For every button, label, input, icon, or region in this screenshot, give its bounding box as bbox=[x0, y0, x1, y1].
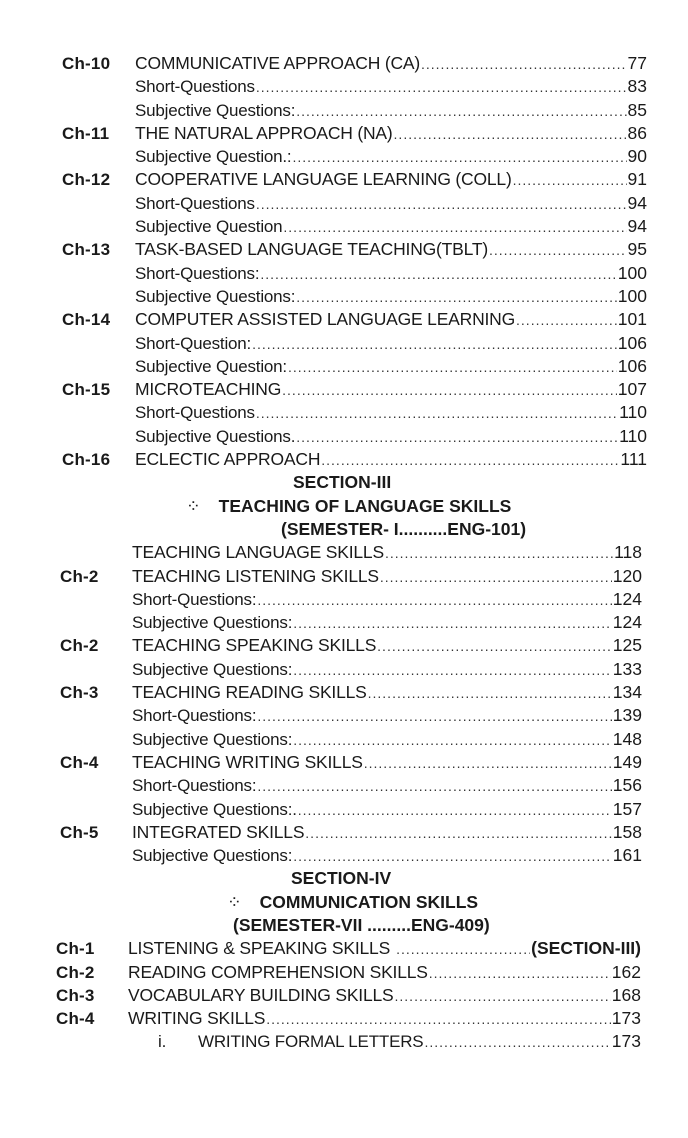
chapter-title: LISTENING & SPEAKING SKILLS bbox=[128, 938, 391, 959]
item-title: WRITING FORMAL LETTERS bbox=[198, 1032, 424, 1052]
toc-entry bbox=[135, 262, 647, 286]
toc-entry bbox=[132, 565, 642, 589]
item-title: Subjective Question: bbox=[135, 356, 287, 376]
item-title: Subjective Questions:. bbox=[132, 799, 297, 819]
toc-entry bbox=[132, 798, 642, 822]
dot-leader bbox=[266, 1008, 611, 1031]
dot-leader bbox=[516, 309, 617, 332]
chapter-title: COOPERATIVE LANGUAGE LEARNING (COLL) bbox=[135, 169, 512, 190]
toc-entry bbox=[132, 611, 642, 635]
page-number: 100 bbox=[617, 262, 647, 283]
dot-leader bbox=[292, 146, 626, 169]
toc-item-row bbox=[0, 798, 688, 821]
chapter-number: Ch-13 bbox=[62, 240, 111, 260]
toc-item-row bbox=[0, 75, 688, 98]
page-number: 106 bbox=[617, 332, 647, 353]
dot-leader bbox=[288, 356, 617, 379]
toc-entry bbox=[135, 215, 647, 239]
dot-leader bbox=[293, 659, 612, 682]
toc-item-row bbox=[0, 1030, 688, 1053]
dot-leader bbox=[380, 566, 612, 589]
section-heading: SECTION-III bbox=[293, 472, 392, 493]
section-course-row bbox=[0, 914, 688, 937]
page-number: 110 bbox=[619, 402, 647, 423]
chapter-number: Ch-15 bbox=[62, 380, 111, 400]
dot-leader bbox=[260, 263, 616, 286]
toc-chapter-row bbox=[0, 168, 688, 191]
item-title: Subjective Questions: bbox=[132, 846, 293, 866]
section-continued bbox=[0, 52, 688, 471]
toc-entry bbox=[135, 448, 647, 472]
page-number: 86 bbox=[627, 122, 647, 143]
section-heading-row bbox=[0, 471, 688, 494]
page-number: 90 bbox=[627, 146, 647, 167]
toc-entry bbox=[132, 774, 642, 798]
toc-item-row bbox=[0, 401, 688, 424]
page-number: 125 bbox=[612, 635, 642, 656]
toc-entry bbox=[135, 378, 647, 402]
chapter-number: Ch-11 bbox=[62, 123, 110, 143]
chapter-title: THE NATURAL APPROACH (NA) bbox=[135, 122, 393, 143]
toc-item-row bbox=[0, 774, 688, 797]
item-title: Short-Questions: bbox=[132, 589, 257, 609]
page-number: 120 bbox=[612, 565, 642, 586]
page-number: 95 bbox=[627, 239, 647, 260]
dot-leader bbox=[298, 799, 612, 822]
page-number: 148 bbox=[612, 728, 642, 749]
toc-entry bbox=[132, 821, 642, 845]
page-number: 85 bbox=[627, 99, 647, 120]
chapter-number: Ch-5 bbox=[60, 822, 99, 842]
bullet-diamond-icon: ⁘ bbox=[186, 495, 201, 516]
toc-chapter-row bbox=[0, 984, 688, 1007]
toc-entry bbox=[135, 145, 647, 169]
toc-entry bbox=[132, 681, 642, 705]
item-title: Short-Questions: bbox=[135, 263, 260, 283]
dot-leader bbox=[293, 845, 612, 868]
section-course-row bbox=[0, 518, 688, 541]
toc-chapter-row bbox=[0, 565, 688, 588]
chapter-title: READING COMPREHENSION SKILLS bbox=[128, 961, 428, 982]
page-number: 133 bbox=[612, 658, 642, 679]
toc-chapter-row bbox=[0, 821, 688, 844]
chapter-title: TEACHING WRITING SKILLS bbox=[132, 751, 363, 772]
item-title: Short-Questions bbox=[135, 77, 255, 97]
toc-item-row bbox=[0, 99, 688, 122]
dot-leader bbox=[296, 100, 626, 123]
page-number: 173 bbox=[611, 1031, 641, 1052]
dot-leader bbox=[256, 193, 627, 216]
page-number: 161 bbox=[612, 845, 642, 866]
toc-entry bbox=[158, 1030, 641, 1054]
toc-entry bbox=[135, 332, 647, 356]
toc-chapter-row bbox=[0, 681, 688, 704]
dot-leader bbox=[257, 589, 611, 612]
item-title: Short-Questions: bbox=[132, 776, 257, 796]
section-subheading bbox=[227, 891, 478, 914]
chapter-title: TASK-BASED LANGUAGE TEACHING(TBLT) bbox=[135, 239, 488, 260]
chapter-title: COMPUTER ASSISTED LANGUAGE LEARNING bbox=[135, 309, 516, 330]
dot-leader bbox=[257, 775, 611, 798]
dot-leader bbox=[394, 123, 627, 146]
page-number: 162 bbox=[611, 961, 641, 982]
chapter-title: TEACHING LISTENING SKILLS bbox=[132, 565, 379, 586]
item-title: Short-Questions bbox=[135, 193, 255, 213]
dot-leader bbox=[256, 402, 618, 425]
page-number: 101 bbox=[617, 309, 647, 330]
toc-item-row bbox=[0, 192, 688, 215]
chapter-number: Ch-2 bbox=[60, 636, 99, 656]
page-number: 94 bbox=[627, 192, 647, 213]
chapter-number: Ch-1 bbox=[56, 939, 95, 959]
section-heading-row bbox=[0, 867, 688, 890]
chapter-title: TEACHING SPEAKING SKILLS bbox=[132, 635, 377, 656]
toc-entry bbox=[135, 52, 647, 76]
item-marker: i. bbox=[158, 1032, 167, 1052]
dot-leader bbox=[305, 822, 612, 845]
page-number: 157 bbox=[612, 798, 642, 819]
item-title: Short-Questions bbox=[135, 403, 255, 423]
toc-item-row bbox=[0, 355, 688, 378]
table-of-contents bbox=[0, 52, 688, 1054]
dot-leader bbox=[513, 169, 627, 192]
item-title: Short-Question: bbox=[135, 333, 252, 353]
toc-item-row bbox=[0, 332, 688, 355]
chapter-number: Ch-10 bbox=[62, 54, 111, 73]
section-subheading-row bbox=[0, 495, 688, 518]
page-number: 118 bbox=[614, 542, 642, 563]
toc-chapter-row bbox=[0, 937, 688, 960]
chapter-number: Ch-14 bbox=[62, 310, 111, 330]
toc-chapter-row bbox=[0, 751, 688, 774]
dot-leader bbox=[377, 635, 612, 658]
toc-entry bbox=[128, 1007, 641, 1031]
toc-entry bbox=[135, 285, 647, 309]
toc-entry bbox=[135, 122, 647, 146]
toc-entry bbox=[132, 844, 642, 868]
toc-item-row bbox=[0, 262, 688, 285]
subheading-text: TEACHING OF LANGUAGE SKILLS bbox=[218, 495, 512, 516]
page-number: 158 bbox=[612, 821, 642, 842]
toc-entry bbox=[135, 192, 647, 216]
dot-leader bbox=[252, 333, 617, 356]
chapter-number: Ch-12 bbox=[62, 170, 111, 190]
dot-leader bbox=[282, 379, 617, 402]
page-number: 106 bbox=[617, 355, 647, 376]
toc-item-row bbox=[0, 588, 688, 611]
chapter-number: Ch-3 bbox=[60, 683, 99, 703]
dot-leader bbox=[429, 962, 611, 985]
page-number: 107 bbox=[617, 379, 647, 400]
chapter-title: TEACHING READING SKILLS bbox=[132, 682, 367, 703]
dot-leader bbox=[421, 53, 627, 76]
section-4 bbox=[0, 867, 688, 1053]
toc-chapter-row bbox=[0, 52, 688, 75]
page-number: 134 bbox=[612, 682, 642, 703]
item-title: Subjective Questions. bbox=[135, 426, 296, 446]
page-number: 173 bbox=[611, 1008, 641, 1029]
section-subheading bbox=[186, 495, 511, 518]
item-title: Subjective Questions: bbox=[132, 729, 293, 749]
dot-leader bbox=[293, 729, 612, 752]
toc-item-row bbox=[0, 658, 688, 681]
toc-entry bbox=[135, 401, 647, 425]
course-code: (SEMESTER-VII .........ENG-409) bbox=[233, 914, 490, 935]
page-number: 124 bbox=[612, 612, 642, 633]
dot-leader bbox=[296, 426, 618, 449]
page-number: 156 bbox=[612, 775, 642, 796]
toc-chapter-row bbox=[0, 541, 688, 564]
toc-item-row bbox=[0, 611, 688, 634]
section-reference: (SECTION-III) bbox=[531, 938, 641, 959]
toc-item-row bbox=[0, 215, 688, 238]
subheading-text: COMMUNICATION SKILLS bbox=[259, 891, 479, 912]
section-heading: SECTION-IV bbox=[291, 868, 392, 889]
dot-leader bbox=[396, 938, 530, 961]
section-3 bbox=[0, 471, 688, 867]
chapter-number: Ch-4 bbox=[60, 752, 99, 772]
dot-leader bbox=[293, 612, 612, 635]
chapter-title: VOCABULARY BUILDING SKILLS bbox=[128, 984, 394, 1005]
dot-leader bbox=[257, 705, 611, 728]
page-number: 77 bbox=[627, 53, 647, 73]
chapter-title: MICROTEACHING bbox=[135, 379, 282, 400]
toc-entry bbox=[135, 308, 647, 332]
chapter-title: WRITING SKILLS bbox=[128, 1008, 266, 1029]
toc-chapter-row bbox=[0, 961, 688, 984]
chapter-title: INTEGRATED SKILLS bbox=[132, 821, 305, 842]
toc-entry bbox=[132, 704, 642, 728]
chapter-number: Ch-3 bbox=[56, 985, 95, 1005]
toc-chapter-row bbox=[0, 448, 688, 471]
toc-chapter-row bbox=[0, 634, 688, 657]
dot-leader bbox=[395, 985, 611, 1008]
page-number: 91 bbox=[627, 169, 647, 190]
page-number: 168 bbox=[611, 984, 641, 1005]
item-title: Subjective Questions: bbox=[135, 286, 296, 306]
page-number: 124 bbox=[612, 588, 642, 609]
page-number: 139 bbox=[612, 705, 642, 726]
item-title: Subjective Question.: bbox=[135, 147, 292, 167]
toc-entry bbox=[135, 168, 647, 192]
toc-entry bbox=[135, 99, 647, 123]
toc-entry bbox=[128, 984, 641, 1008]
page-number: 110 bbox=[619, 425, 647, 446]
dot-leader bbox=[385, 542, 613, 565]
toc-item-row bbox=[0, 844, 688, 867]
bullet-diamond-icon: ⁘ bbox=[227, 891, 242, 912]
toc-item-row bbox=[0, 728, 688, 751]
dot-leader bbox=[368, 682, 612, 705]
toc-entry bbox=[135, 238, 647, 262]
toc-entry bbox=[132, 588, 642, 612]
toc-entry bbox=[132, 634, 642, 658]
page-number: 94 bbox=[627, 216, 647, 237]
toc-entry bbox=[132, 751, 642, 775]
toc-chapter-row bbox=[0, 1007, 688, 1030]
toc-entry bbox=[128, 937, 641, 961]
dot-leader bbox=[321, 449, 619, 472]
course-code: (SEMESTER- I..........ENG-101) bbox=[281, 518, 527, 539]
page-number: 83 bbox=[627, 76, 647, 97]
toc-chapter-row bbox=[0, 308, 688, 331]
chapter-number: Ch-2 bbox=[56, 962, 95, 982]
toc-item-row bbox=[0, 285, 688, 308]
toc-entry bbox=[135, 355, 647, 379]
toc-item-row bbox=[0, 145, 688, 168]
toc-chapter-row bbox=[0, 122, 688, 145]
page-number: 149 bbox=[612, 751, 642, 772]
item-title: Subjective Questions: bbox=[135, 100, 296, 120]
item-title: Subjective Questions: bbox=[132, 659, 293, 679]
toc-chapter-row bbox=[0, 238, 688, 261]
chapter-number: Ch-16 bbox=[62, 450, 111, 470]
chapter-number: Ch-4 bbox=[56, 1009, 95, 1029]
toc-entry bbox=[132, 541, 642, 565]
toc-entry bbox=[128, 961, 641, 985]
chapter-title: ECLECTIC APPROACH bbox=[135, 449, 321, 470]
dot-leader bbox=[296, 286, 617, 309]
toc-entry bbox=[132, 658, 642, 682]
page-number: 100 bbox=[617, 285, 647, 306]
chapter-title: TEACHING LANGUAGE SKILLS bbox=[132, 542, 384, 563]
dot-leader bbox=[424, 1031, 610, 1054]
toc-entry bbox=[135, 75, 647, 99]
dot-leader bbox=[364, 752, 612, 775]
dot-leader bbox=[489, 239, 627, 262]
toc-item-row bbox=[0, 704, 688, 727]
dot-leader bbox=[256, 76, 627, 99]
chapter-title: COMMUNICATIVE APPROACH (CA) bbox=[135, 53, 420, 73]
item-title: Subjective Questions: bbox=[132, 613, 293, 633]
toc-entry bbox=[132, 728, 642, 752]
item-title: Short-Questions: bbox=[132, 706, 257, 726]
toc-entry bbox=[135, 425, 647, 449]
toc-chapter-row bbox=[0, 378, 688, 401]
item-title: Subjective Question bbox=[135, 217, 283, 237]
dot-leader bbox=[283, 216, 626, 239]
chapter-number: Ch-2 bbox=[60, 566, 99, 586]
page-number: 111 bbox=[620, 449, 647, 470]
toc-item-row bbox=[0, 425, 688, 448]
section-subheading-row bbox=[0, 891, 688, 914]
